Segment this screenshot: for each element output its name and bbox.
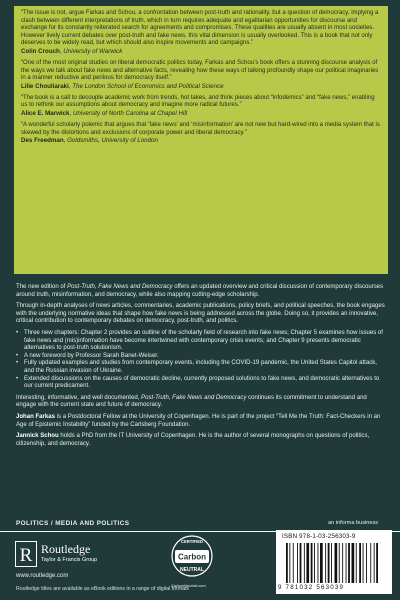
text-run: The new edition of (16, 284, 68, 290)
description-paragraph-1 (16, 284, 386, 299)
text-run: offers an updated overview and critical discussion of contemporary discourses around truth, misinformation, and democracy, while also mapping cutting-edge scholarship. (16, 284, 384, 298)
text-run: Interesting, informative, and well documented, (16, 394, 142, 401)
reviewer-name: Lilie Chouliaraki (21, 82, 69, 90)
publisher-name: Routledge (41, 542, 91, 556)
review-text: “One of the most original studies on liberal democratic politics today, Farkas and Schou’s book offers a stunning discourse analysis of the ways we talk about fake news and alternative facts, revealing how these ways of talking profoundly shape our political imaginaries in a manner reductive and perilous for democracy itself.” (21, 59, 379, 82)
book-title: Post-Truth, Fake News and Democracy (141, 394, 247, 401)
review-text: “The issue is not, argue Farkas and Schou, a confrontation between post-truth and rationality, but a question of democracy, implying a clash between different interpretations of truth, which in turn requires adequate and egalitarian opportunities for discourse and exchange for its constantly reiterated search for agreements and compromises. These qualities are usually absent in most societies. However lively current debates over post-truth and fake news, this vital dimension is usually overlooked. This is a book that not only deserves to be widely read, but which should also inspire movements and campaigns.” (21, 10, 379, 47)
routledge-r-icon (15, 541, 37, 567)
review-text: “A wonderful scholarly polemic that argues that ‘fake news’ and ‘misinformation’ are not new but hard-wired into a media system that is skewed by the distortions and exclusions of corporate power and liberal democracy.” (21, 121, 380, 136)
reviewer-name: Colin Crouch (21, 47, 60, 55)
description-paragraph-3 (16, 395, 386, 410)
subject-category: POLITICS / MEDIA AND POLITICS (16, 520, 130, 527)
reviewer-name: Des Freedman (21, 137, 64, 145)
reviewer-affiliation: University of Warwick (63, 47, 123, 55)
review-2 (21, 60, 382, 91)
publisher-logo (15, 540, 98, 572)
book-title: Post-Truth, Fake News and Democracy (67, 284, 173, 290)
feature-list (16, 330, 386, 391)
reviewer-affiliation: University of North Carolina at Chapel Hill (72, 109, 188, 117)
review-3 (21, 95, 382, 118)
ebook-note: Routledge titles are available as eBook editions in a range of digital formats (16, 586, 190, 592)
feature-item: • Three new chapters: Chapter 2 provides an outline of the scholarly field of research into fake news; Chapter 5 examines how issues of fake news and (mis)information have become intertwined with contemporary crisis events; and Chapter 9 presents democratic alternatives to post-truth solutionism. (16, 330, 386, 353)
review-author: Des Freedman, Goldsmiths, University of London (21, 137, 158, 145)
cert-middle-text: Carbon (178, 552, 206, 562)
feature-item: • A new foreword by Professor Sarah Banet-Weiser. (16, 353, 386, 361)
feature-item: • Extended discussions on the causes of democratic decline, currently proposed solutions to fake news, and democratic alternatives to our current predicament. (16, 376, 386, 391)
author-bio-2 (16, 433, 386, 448)
isbn-label: ISBN 978-1-03-256303-9 (282, 533, 356, 540)
author-name: Jannick Schou (16, 433, 59, 440)
review-4 (21, 122, 382, 145)
isbn-barcode (276, 530, 392, 594)
review-1 (21, 10, 382, 56)
review-author: Colin Crouch, University of Warwick (21, 47, 123, 55)
publisher-group: Taylor & Francis Group (41, 557, 98, 563)
feature-item: • Fully updated examples and studies from contemporary events, including the COVID-19 pandemic, the United States Capitol attack, and the Russian invasion of Ukraine. (16, 360, 386, 375)
author-bio-1 (16, 414, 386, 429)
imprint-text: an informa business (328, 520, 379, 526)
barcode-digits: 9 781032 563039 (278, 584, 345, 591)
barcode-icon (286, 543, 384, 583)
review-author: Lilie Chouliaraki, The London School of Economics and Political Science (21, 82, 224, 90)
description-paragraph-2: Through in-depth analyses of news articles, commentaries, academic publications, policy briefs, and political speeches, the book engages with the underlying normative ideas that shape how fake news is being addressed across the globe. Doing so, it provides an innovative, critical contribution to contemporary debates on democracy, post-truth, and politics. (16, 303, 385, 325)
reviewer-name: Alice E. Marwick (21, 109, 70, 117)
reviewer-affiliation: Goldsmiths, University of London (67, 137, 158, 145)
author-bio-text: is a Postdoctoral Fellow at the University of Copenhagen. He is part of the project “Tell Me the Truth: Fact-Checkers in an Age of Epistemic Instability” funded by the Carlsberg Foundation. (16, 413, 381, 428)
description (16, 284, 386, 452)
text-run: continues its commitment to understand and engage with the current state and future of democracy. (16, 394, 367, 409)
cert-top-text: CERTIFIED (180, 539, 204, 544)
review-author: Alice E. Marwick, University of North Carolina at Chapel Hill (21, 109, 188, 117)
svg-text:R: R (19, 545, 33, 566)
author-bio-text: holds a PhD from the IT University of Copenhagen. He is the author of several monographs on questions of politics, citizenship, and democracy. (16, 433, 370, 447)
reviews-panel (14, 6, 388, 274)
reviewer-affiliation: The London School of Economics and Political Science (72, 82, 224, 90)
publisher-url: www.routledge.com (16, 573, 69, 579)
cert-url: CarbonNeutral.com (171, 583, 206, 588)
review-text: “The book is a call to decouple academic work from trends, hot takes, and think pieces about “infodemics” and “fake news,” enabling us to rethink our assumptions about democracy and imagine more radical futures.” (21, 94, 375, 109)
author-name: Johan Farkas (16, 413, 55, 420)
cert-bottom-text: NEUTRAL (180, 567, 204, 573)
carbon-neutral-logo-icon (170, 532, 214, 582)
